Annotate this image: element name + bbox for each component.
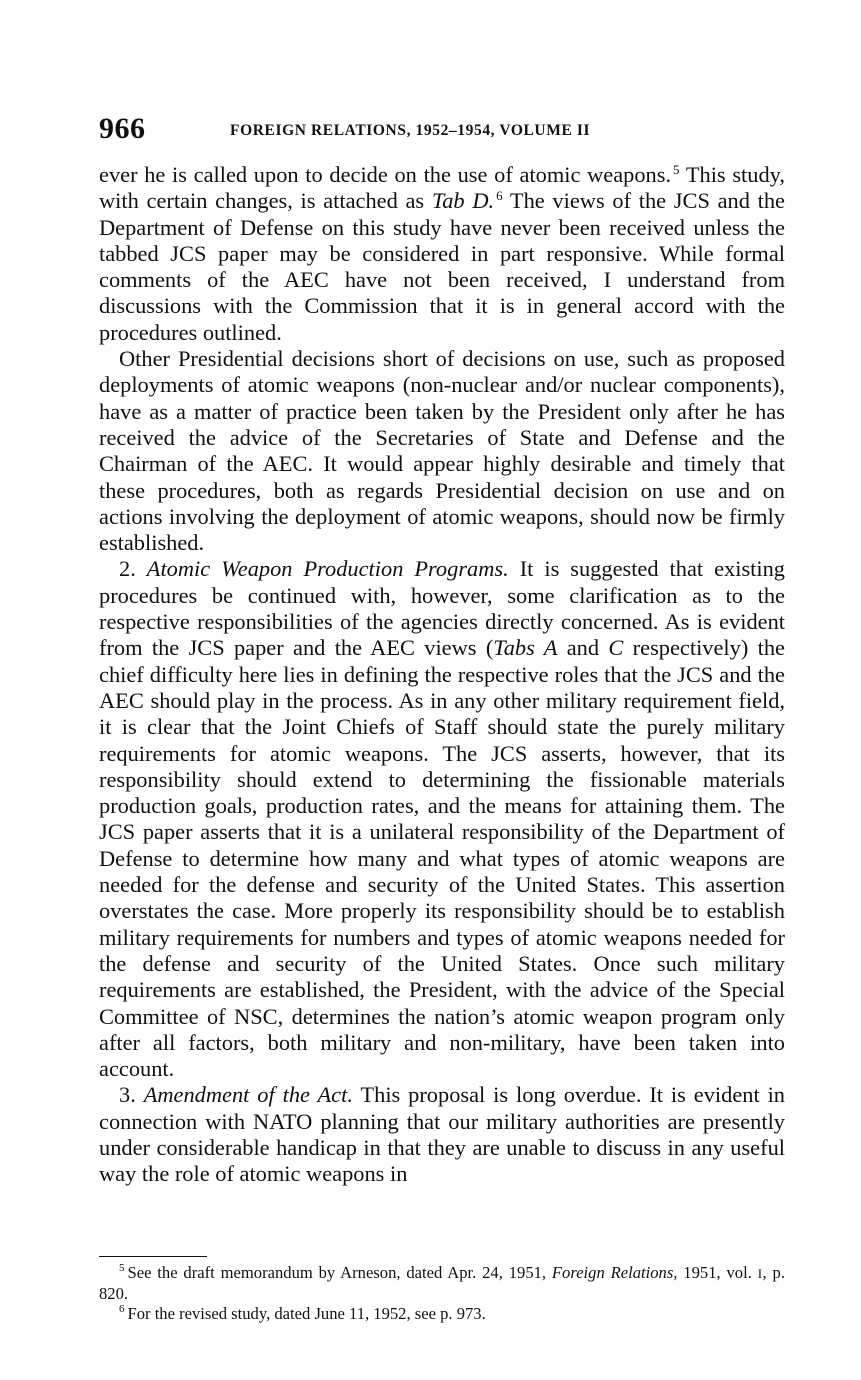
p3-text-2: and: [557, 635, 609, 661]
footnote-6-text: For the revised study, dated June 11, 1952, see p. 973.: [127, 1304, 486, 1323]
running-head: FOREIGN RELATIONS, 1952–1954, VOLUME II: [230, 122, 591, 139]
page-header: [99, 112, 789, 152]
footnote-5: [99, 1263, 785, 1304]
paragraph-4: [99, 1082, 785, 1187]
footnote-5-text-2: 1951, vol.: [677, 1263, 758, 1282]
p4-heading: Amendment of the Act.: [143, 1082, 353, 1108]
footnotes: [99, 1263, 785, 1324]
tabs-a-ref: Tabs A: [493, 635, 558, 661]
footnote-ref-5: 5: [673, 161, 680, 177]
page-number: 966: [99, 112, 146, 145]
footnote-ref-6: 6: [496, 187, 503, 203]
footnote-5-vol: I: [757, 1266, 763, 1281]
footnote-rule: [99, 1256, 207, 1257]
footnote-5-text-3: , p. 820.: [99, 1263, 785, 1303]
p3-heading: Atomic Weapon Production Programs.: [146, 556, 509, 582]
tab-c-ref: C: [608, 635, 624, 661]
p3-number: 2.: [119, 556, 147, 582]
footnote-5-title: Foreign Relations,: [551, 1263, 678, 1282]
p3-text-1: It is suggested that existing procedures be continued with, however, some clarification as to the respective responsibilities of the agencies directly concerned. As is evident from the JCS paper and the AEC views (: [99, 556, 785, 661]
p3-text-3: respectively) the chief difficulty here lies in defining the respective roles that the JCS and the AEC should play in the process. As in any other military requirement field, it is clear that the Joint Chiefs of Staff should state the purely military requirements for atomic weapons. The JCS asserts, however, that its responsibility should extend to determining the fissionable materials production goals, production rates, and the means for attaining them. The JCS paper asserts that it is a unilateral responsibility of the Department of Defense to determine how many and what types of atomic weapons are needed for the defense and security of the United States. This assertion overstates the case. More properly its responsibility should be to establish military requirements for numbers and types of atomic weapons needed for the defense and security of the United States. Once such military requirements are established, the President, with the advice of the Special Committee of NSC, determines the nation’s atomic weapon program only after all factors, both military and non-military, have been taken into account.: [99, 635, 785, 1082]
p1-text-2: This study, with certain changes, is attached as: [99, 162, 785, 214]
body-text: [99, 162, 785, 1188]
p1-text-1: ever he is called upon to decide on the use of atomic weapons.: [99, 162, 672, 187]
p4-number: 3.: [119, 1082, 144, 1108]
footnote-6: [99, 1304, 785, 1324]
footnote-6-mark: 6: [119, 1303, 125, 1316]
tab-d-ref: Tab D.: [431, 188, 495, 214]
p1-text-3: The views of the JCS and the Department of Defense on this study have never been received unless the tabbed JCS paper may be considered in part responsive. While formal comments of the AEC have not been received, I understand from discussions with the Commission that it is in general accord with the procedures outlined.: [99, 188, 785, 345]
paragraph-2: Other Presidential decisions short of decisions on use, such as proposed deployments of atomic weapons (non-nuclear and/or nuclear components), have as a matter of practice been taken by the President only after he has received the advice of the Secretaries of State and Defense and the Chairman of the AEC. It would appear highly desirable and timely that these procedures, both as regards Presidential decision on use and on actions involving the deployment of atomic weapons, should now be firmly established.: [99, 346, 785, 556]
paragraph-1: [99, 162, 785, 346]
footnote-5-text-1: See the draft memorandum by Arneson, dated Apr. 24, 1951,: [127, 1263, 552, 1282]
p4-text-1: This proposal is long overdue. It is evident in connection with NATO planning that our military authorities are presently under considerable handicap in that they are unable to discuss in any useful way the role of atomic weapons in: [99, 1082, 786, 1187]
paragraph-3: [99, 556, 785, 1082]
footnote-5-mark: 5: [119, 1262, 125, 1275]
